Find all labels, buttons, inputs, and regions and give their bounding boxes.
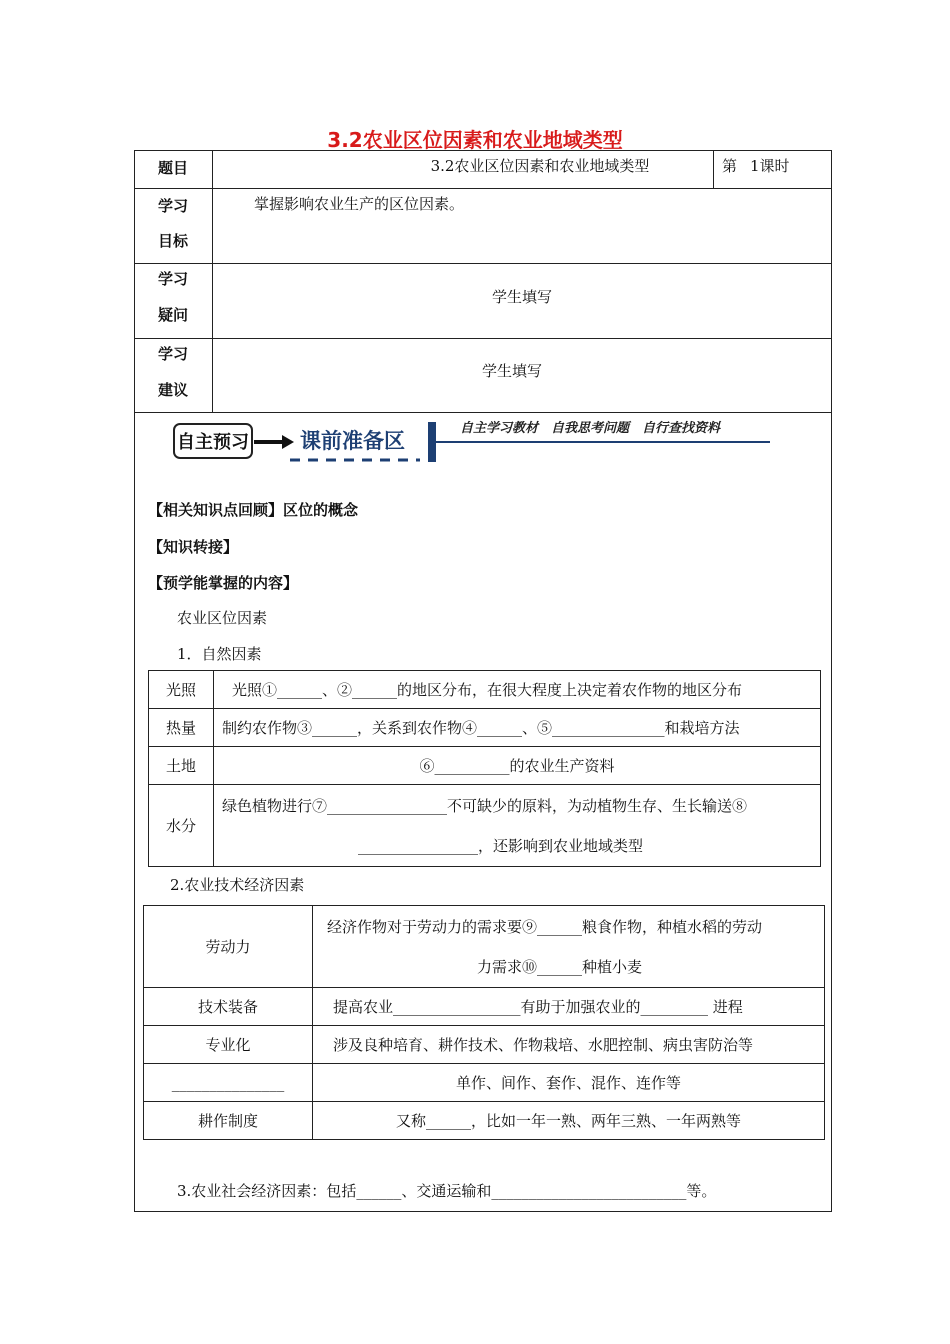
factor-cell: _______________ [144,1064,313,1102]
advice-label: 学习 [157,345,188,363]
desc-line: 经济作物对于劳动力的需求要⑨______粮食作物，种植水稻的劳动 [327,917,763,936]
row-divider [134,188,832,189]
goal-label: 目标 [157,232,188,250]
preview-banner [170,414,770,466]
period-label: 第 [722,157,738,175]
column-divider [713,150,714,188]
period-value: 1课时 [750,157,790,175]
banner-title: 课前准备区 [300,429,405,453]
tech-heading: 2.农业技术经济因素 [170,876,305,894]
goal-label: 学习 [157,197,188,215]
desc-cell: 涉及良种培育、耕作技术、作物栽培、水肥控制、病虫害防治等 [313,1026,825,1064]
row-divider [134,263,832,264]
table-row [144,906,825,988]
factor-cell: 水分 [149,785,214,867]
table-row [144,988,825,1026]
desc-line: ________________，还影响到农业地域类型 [358,836,644,855]
desc-line: 绿色植物进行⑦________________不可缺少的原料，为动植物生存、生长输送⑧ [222,796,748,815]
natural-factors-table [148,670,821,867]
desc-cell: 单作、间作、套作、混作、连作等 [313,1064,825,1102]
factor-cell: 光照 [149,671,214,709]
table-row [149,785,821,867]
banner-slogan: 自主学习教材 自我思考问题 自行查找资料 [460,421,721,436]
desc-cell: 提高农业_________________有助于加强农业的_________ 进程 [313,988,825,1026]
arrow-icon [282,435,294,449]
desc-cell [313,906,825,988]
desc-cell: 光照①______、②______的地区分布，在很大程度上决定着农作物的地区分布 [214,671,821,709]
document-title: 3.2农业区位因素和农业地域类型 [327,128,623,152]
row-divider [134,338,832,339]
natural-heading: 1．自然因素 [177,645,262,663]
advice-value: 学生填写 [481,362,542,380]
topic-text: 农业区位因素 [177,609,268,627]
table-row [149,709,821,747]
social-factors-text: 3.农业社会经济因素：包括______、交通运输和__________________________等。 [177,1182,717,1200]
factor-cell: 专业化 [144,1026,313,1064]
banner-badge: 自主预习 [177,432,249,453]
desc-cell: 又称______，比如一年一熟、两年三熟、一年两熟等 [313,1102,825,1140]
factor-cell: 劳动力 [144,906,313,988]
factor-cell: 耕作制度 [144,1102,313,1140]
table-row [149,747,821,785]
table-row [144,1026,825,1064]
factor-cell: 技术装备 [144,988,313,1026]
review-heading: 【相关知识点回顾】区位的概念 [148,501,359,519]
desc-cell [214,785,821,867]
table-row [144,1102,825,1140]
row-divider [134,412,832,413]
preview-heading: 【预学能掌握的内容】 [148,574,299,592]
desc-cell: 制约农作物③______，关系到农作物④______、⑤_______________和栽培方法 [214,709,821,747]
desc-cell: ⑥__________的农业生产资料 [214,747,821,785]
advice-label: 建议 [157,381,188,399]
tech-factors-table [143,905,825,1140]
topic-value: 3.2农业区位因素和农业地域类型 [430,157,650,175]
transfer-heading: 【知识转接】 [148,538,239,556]
question-label: 疑问 [157,306,188,324]
factor-cell: 土地 [149,747,214,785]
question-value: 学生填写 [491,288,552,306]
table-row [144,1064,825,1102]
factor-cell: 热量 [149,709,214,747]
table-row [149,671,821,709]
goal-value: 掌握影响农业生产的区位因素。 [254,195,465,213]
topic-label: 题目 [157,159,188,177]
question-label: 学习 [157,270,188,288]
desc-line: 力需求⑩______种植小麦 [477,957,643,976]
